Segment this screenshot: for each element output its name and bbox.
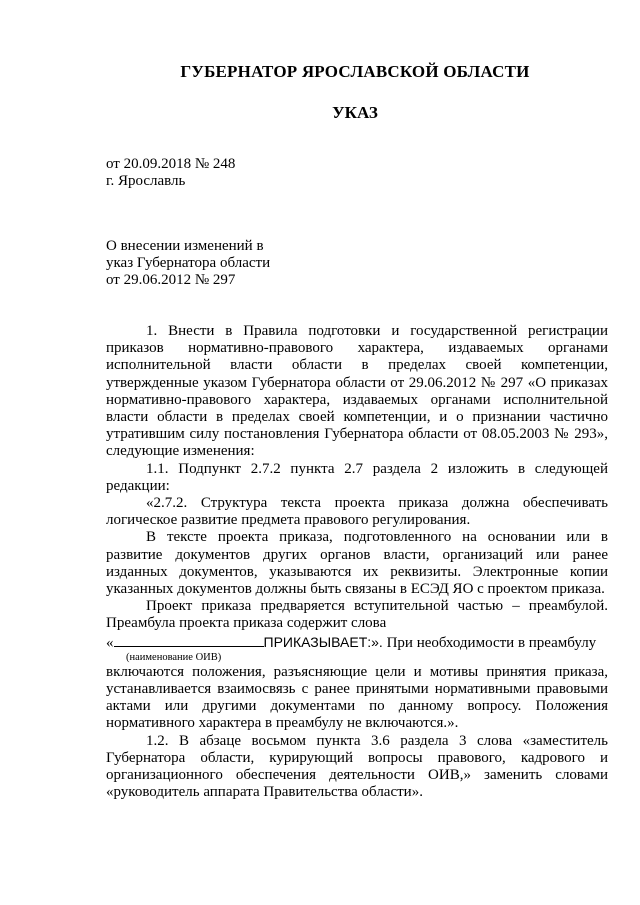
date-number: от 20.09.2018 № 248 <box>106 156 236 172</box>
paragraph-1-2: 1.2. В абзаце восьмом пункта 3.6 раздела 3 слова «заместитель Губернатора области, курирующий вопросы правового, кадрового и организационного обеспечения деятельности ОИВ,» заменить словами «руководитель аппарата Правительства области». <box>106 732 608 801</box>
paragraph-preamble <box>106 598 608 632</box>
blank-field <box>114 633 264 647</box>
paragraph-1: 1. Внести в Правила подготовки и государственной регистрации приказов нормативно-правового характера, издаваемых органами исполнительной власти области в пределах своей компетенции, утвержденные указом Губернатора области от 29.06.2012 № 297 «О приказах нормативно-правового характера, издаваемых органами исполнительной власти области в пределах своей компетенции, и о признании частично утратившим силу постановления Губернатора области от 08.05.2003 № 293», следующие изменения: <box>106 323 608 460</box>
field-hint: (наименование ОИВ) <box>126 651 222 663</box>
subject-line-2: указ Губернатора области <box>106 255 271 271</box>
document-type: УКАЗ <box>332 103 378 122</box>
document-subject <box>106 238 270 289</box>
document-body <box>106 323 608 801</box>
paragraph-preamble-cont: включаются положения, разъясняющие цели и мотивы принятия приказа, устанавливается взаимосвязь с ранее принятыми нормативными правовыми актами или другими документами по данному вопросу. Положения нормативного характера в преамбулу не включаются.». <box>106 663 608 732</box>
preamble-text: Проект приказа предваряется вступительной частью – преамбулой. Преамбула проекта приказа содержит слова <box>106 598 608 632</box>
paragraph-references: В тексте проекта приказа, подготовленного на основании или в развитие документов других органов власти, организаций или ранее изданных документов, указываются их реквизиты. Электронные копии указанных документов должны быть связаны в ЕСЭД ЯО с проектом приказа. <box>106 529 608 598</box>
preamble-formula-line <box>106 633 608 652</box>
paragraph-2-7-2: «2.7.2. Структура текста проекта приказа должна обеспечивать логическое развитие предмета правового регулирования. <box>106 495 608 529</box>
document-meta <box>106 156 235 190</box>
issuer-title: ГУБЕРНАТОР ЯРОСЛАВСКОЙ ОБЛАСТИ <box>180 62 530 81</box>
subject-line-1: О внесении изменений в <box>106 238 264 254</box>
city: г. Ярославль <box>106 173 186 189</box>
open-quote: « <box>106 634 114 651</box>
subject-line-3: от 29.06.2012 № 297 <box>106 272 236 288</box>
paragraph-1-1: 1.1. Подпункт 2.7.2 пункта 2.7 раздела 2 изложить в следующей редакции: <box>106 460 608 494</box>
keyword-orders: ПРИКАЗЫВАЕТ:». <box>263 633 383 650</box>
preamble-rest: При необходимости в преамбулу <box>382 634 597 651</box>
